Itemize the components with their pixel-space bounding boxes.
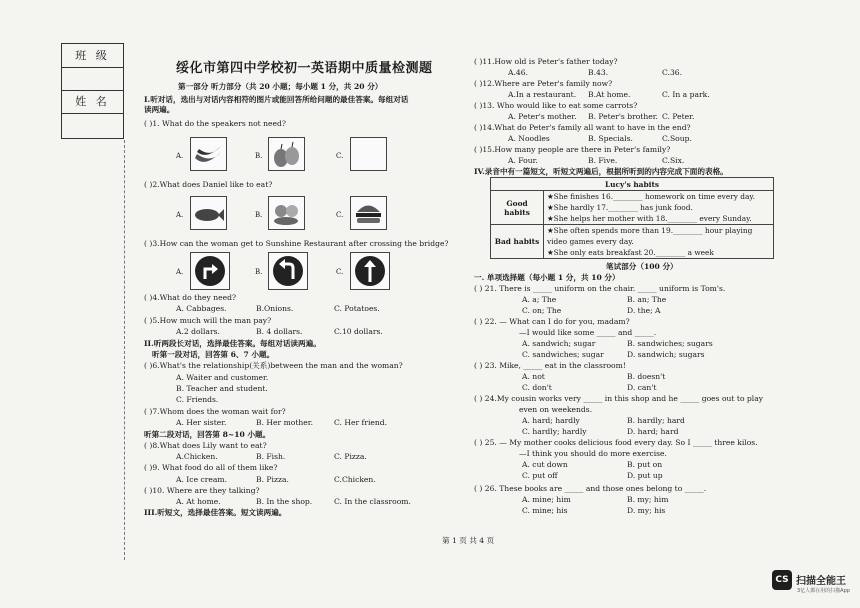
question-6: ( )6.What's the relationship(关系)between the man and the woman? xyxy=(144,361,403,370)
blank-picture xyxy=(350,137,387,171)
q10-option-c: C. In the classroom. xyxy=(334,497,411,506)
q11-option-a: A.46. xyxy=(508,68,528,77)
q7-option-a: A. Her sister. xyxy=(176,418,227,427)
q24-option-b: B. hardly; hard xyxy=(627,416,685,425)
question-2: ( )2.What does Daniel like to eat? xyxy=(144,180,273,189)
q12-option-c: C. In a park. xyxy=(662,90,710,99)
q21-option-b: B. an; The xyxy=(627,295,667,304)
q25-option-c: C. put off xyxy=(522,471,558,480)
q8-option-c: C. Pizza. xyxy=(334,452,367,461)
q23-option-b: B. doesn't xyxy=(627,372,666,381)
q11-option-b: B.43. xyxy=(588,68,609,77)
name-blank xyxy=(62,113,123,138)
question-21: ( ) 21. There is _____ uniform on the chair. _____ uniform is Tom's. xyxy=(474,284,726,293)
bad-habits-label: Bad habits xyxy=(491,225,544,259)
q14-option-a: A. Noodles xyxy=(508,134,550,143)
option-c-label: C. xyxy=(336,152,344,160)
q26-option-d: D. my; his xyxy=(627,506,666,515)
question-12: ( )12.Where are Peter's family now? xyxy=(474,79,613,88)
q23-option-a: A. not xyxy=(522,372,545,381)
dialogue1-note: 听第一段对话，回答第 6、7 小题。 xyxy=(152,350,275,359)
q11-option-c: C.36. xyxy=(662,68,683,77)
turn-left-sign xyxy=(268,252,308,290)
question-15: ( )15.How many people are there in Peter's family? xyxy=(474,145,671,154)
q24-option-d: D. hard; hard xyxy=(627,427,679,436)
q6-option-b: B. Teacher and student. xyxy=(176,384,268,393)
q26-option-c: C. mine; his xyxy=(522,506,568,515)
q23-option-c: C. don't xyxy=(522,383,552,392)
q8-option-a: A.Chicken. xyxy=(176,452,218,461)
option-a-label: A. xyxy=(176,268,184,276)
q21-option-c: C. on; The xyxy=(522,306,562,315)
question-10: ( )10. Where are they talking? xyxy=(144,486,260,495)
page-footer: 第 1 页 共 4 页 xyxy=(442,536,495,545)
q26-option-a: A. mine; him xyxy=(522,495,571,504)
q15-option-a: A. Four. xyxy=(508,156,538,165)
section2-heading: II.听两段长对话，选择最佳答案。每组对话读两遍。 xyxy=(144,339,321,348)
q5-option-b: B. 4 dollars. xyxy=(256,327,303,336)
question-11: ( )11.How old is Peter's father today? xyxy=(474,57,618,66)
q4-option-c: C. Potatoes. xyxy=(334,304,380,313)
q4-option-a: A. Cabbages. xyxy=(176,304,227,313)
q15-option-b: B. Five. xyxy=(588,156,618,165)
q9-option-c: C.Chicken. xyxy=(334,475,376,484)
written-part-heading: 笔试部分（100 分） xyxy=(606,262,678,271)
question-1: ( )1. What do the speakers not need? xyxy=(144,119,286,128)
option-c-label: C. xyxy=(336,268,344,276)
question-22: ( ) 22. — What can I do for you, madam? xyxy=(474,317,630,326)
question-7: ( )7.Whom does the woman wait for? xyxy=(144,407,286,416)
question-13: ( )13. Who would like to eat some carrots? xyxy=(474,101,638,110)
q22-option-b: B. sandwiches; sugars xyxy=(627,339,713,348)
question-4: ( )4.What do they need? xyxy=(144,293,237,302)
q14-option-c: C.Soup. xyxy=(662,134,692,143)
q10-option-a: A. At home. xyxy=(176,497,221,506)
q10-option-b: B. In the shop. xyxy=(256,497,313,506)
question-25-line2: —I think you should do more exercise. xyxy=(519,449,667,458)
part1-heading: 第一部分 听力部分（共 20 小题；每小题 1 分，共 20 分） xyxy=(178,82,383,91)
q25-option-b: B. put on xyxy=(627,460,663,469)
option-a-label: A. xyxy=(176,211,184,219)
question-24-line2: even on weekends. xyxy=(519,405,593,414)
name-label: 姓 名 xyxy=(62,90,123,114)
bananas-picture xyxy=(190,137,227,171)
habit-18: ★She helps her mother with 18.________ every Sunday. xyxy=(547,214,752,223)
q25-option-d: D. put up xyxy=(627,471,663,480)
q7-option-b: B. Her mother. xyxy=(256,418,313,427)
hamburger-picture xyxy=(350,196,387,230)
option-b-label: B. xyxy=(255,211,263,219)
habit-20: ★She only eats breakfast 20.________ a week xyxy=(547,248,714,257)
q26-option-b: B. my; him xyxy=(627,495,669,504)
q13-option-b: B. Peter's brother. xyxy=(588,112,658,121)
pears-picture xyxy=(268,137,305,171)
q15-option-c: C.Six. xyxy=(662,156,685,165)
turn-right-sign xyxy=(190,252,230,290)
section4-heading: IV.录音中有一篇短文，听短文两遍后，根据所听到的内容完成下面的表格。 xyxy=(474,167,728,176)
question-9: ( )9. What food do all of them like? xyxy=(144,463,278,472)
q22-option-a: A. sandwich; sugar xyxy=(522,339,596,348)
camscanner-logo: CS xyxy=(772,570,792,590)
dialogue2-note: 听第二段对话，回答第 8~10 小题。 xyxy=(144,430,271,439)
q24-option-c: C. hardly; hardly xyxy=(522,427,587,436)
student-info-box xyxy=(61,43,124,139)
habit-17: ★She hardly 17.________ has junk food. xyxy=(547,203,693,212)
option-a-label: A. xyxy=(176,152,184,160)
q5-option-c: C.10 dollars. xyxy=(334,327,383,336)
class-blank xyxy=(62,67,123,91)
binding-line xyxy=(124,140,125,560)
question-24: ( ) 24.My cousin works very _____ in this shop and he _____ goes out to play xyxy=(474,394,764,403)
class-label: 班 级 xyxy=(62,44,123,68)
question-5: ( )5.How much will the man pay? xyxy=(144,316,272,325)
single-choice-heading: 一. 单项选择题（每小题 1 分，共 10 分） xyxy=(474,273,620,282)
q7-option-c: C. Her friend. xyxy=(334,418,388,427)
option-c-label: C. xyxy=(336,211,344,219)
q21-option-a: A. a; The xyxy=(522,295,557,304)
bad-habits-cell xyxy=(544,225,774,259)
camscanner-tagline: 3亿人都在用的扫描App xyxy=(797,588,850,594)
q6-option-c: C. Friends. xyxy=(176,395,219,404)
section1-heading-cont: 读两遍。 xyxy=(144,105,175,114)
question-22-line2: —I would like some _____ and _____. xyxy=(519,328,657,337)
eggs-picture xyxy=(268,196,305,230)
exam-title: 绥化市第四中学校初一英语期中质量检测题 xyxy=(176,61,433,76)
question-8: ( )8.What does Lily want to eat? xyxy=(144,441,267,450)
q4-option-b: B.Onions. xyxy=(256,304,294,313)
q12-option-a: A.In a restaurant. xyxy=(508,90,577,99)
q8-option-b: B. Fish. xyxy=(256,452,286,461)
q24-option-a: A. hard; hardly xyxy=(522,416,580,425)
lucy-habits-table xyxy=(490,177,774,259)
option-b-label: B. xyxy=(255,152,263,160)
habit-19: ★She often spends more than 19.________ hour playing video games every day. xyxy=(547,226,753,246)
option-b-label: B. xyxy=(255,268,263,276)
question-14: ( )14.What do Peter's family all want to have in the end? xyxy=(474,123,691,132)
question-23: ( ) 23. Mike, _____ eat in the classroom! xyxy=(474,361,626,370)
q23-option-d: D. can't xyxy=(627,383,657,392)
table-title: Lucy's habits xyxy=(491,178,774,191)
q22-option-d: D. sandwich; sugars xyxy=(627,350,705,359)
q21-option-d: D. the; A xyxy=(627,306,661,315)
q13-option-a: A. Peter's mother. xyxy=(508,112,577,121)
q14-option-b: B. Specials. xyxy=(588,134,633,143)
question-26: ( ) 26. These books are _____ and those ones belong to _____. xyxy=(474,484,707,493)
q5-option-a: A.2 dollars. xyxy=(176,327,220,336)
fish-picture xyxy=(190,196,227,230)
go-straight-sign xyxy=(350,252,390,290)
q12-option-b: B.At home. xyxy=(588,90,631,99)
q25-option-a: A. cut down xyxy=(522,460,568,469)
q6-option-a: A. Waiter and customer. xyxy=(176,373,269,382)
habit-16: ★She finishes 16.________ homework on time every day. xyxy=(547,192,755,201)
question-3: ( )3.How can the woman get to Sunshine Restaurant after crossing the bridge? xyxy=(144,239,449,248)
q13-option-c: C. Peter. xyxy=(662,112,695,121)
question-25: ( ) 25. — My mother cooks delicious food every day. So I _____ three kilos. xyxy=(474,438,758,447)
section1-heading: I.听对话，选出与对话内容相符的图片或能回答所给问题的最佳答案。每组对话 xyxy=(144,95,409,104)
q9-option-b: B. Pizza. xyxy=(256,475,289,484)
camscanner-name: 扫描全能王 xyxy=(796,576,846,587)
q22-option-c: C. sandwiches; sugar xyxy=(522,350,604,359)
good-habits-cell xyxy=(544,191,774,225)
q9-option-a: A. Ice cream. xyxy=(176,475,227,484)
good-habits-label: Good habits xyxy=(491,191,544,225)
section3-heading: III.听短文，选择最佳答案。短文读两遍。 xyxy=(144,508,287,517)
